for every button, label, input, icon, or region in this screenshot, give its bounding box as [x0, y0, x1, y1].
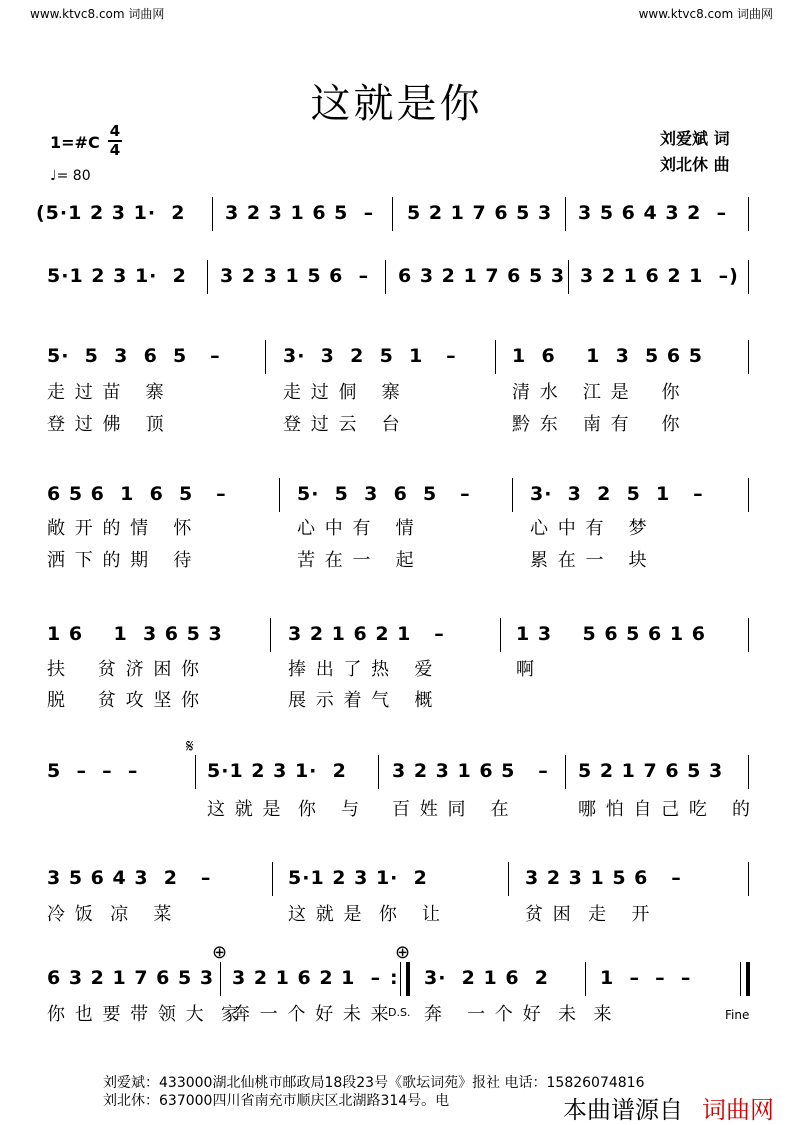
final-barline [746, 962, 750, 996]
barline [565, 755, 566, 789]
measure-notes: 1 – – – [600, 967, 692, 989]
measure-notes: 3 5 6 4 3 2 – [578, 202, 728, 224]
lyricist-credit: 刘爱斌 词 [660, 129, 730, 148]
barline [272, 862, 273, 896]
coda-sign: ⊕ [212, 942, 228, 963]
measure-notes: 5·1 2 3 1· 2 [47, 265, 187, 287]
barline [748, 197, 749, 231]
brand-logo: 词曲网 [702, 1096, 774, 1124]
measure-notes: 3· 3 2 5 1 – [530, 483, 704, 505]
lyric-line: 冷 饭 凉 菜 [47, 904, 174, 925]
lyric-line: 清 水 江 是 你 [512, 382, 682, 403]
barline [565, 197, 566, 231]
lyric-line: 心 中 有 梦 [530, 518, 649, 539]
barline [495, 340, 496, 374]
barline [508, 862, 509, 896]
lyric-line: 苦 在 一 起 [297, 550, 416, 571]
measure-notes: 5· 5 3 6 5 – [47, 345, 221, 367]
lyric-line: 登 过 云 台 [283, 414, 402, 435]
footer-line-1: 刘爱斌：433000湖北仙桃市邮政局18段23号《歌坛词苑》报社 电话：15826074816 [103, 1075, 645, 1091]
barline [220, 962, 221, 996]
measure-notes: 3· 2 1 6 2 [424, 967, 550, 989]
lyric-line: 脱 贫 攻 坚 你 [47, 690, 202, 711]
lyric-line: 黔 东 南 有 你 [512, 414, 682, 435]
lyric-line: 奔 一 个 好 未 来 [232, 1004, 391, 1025]
measure-notes: 5 2 1 7 6 5 3 [578, 760, 724, 782]
barline [512, 478, 513, 512]
barline [279, 478, 280, 512]
staff-row-6 [0, 755, 793, 795]
barline [265, 340, 266, 374]
measure-notes: 3 2 3 1 6 5 – [392, 760, 549, 782]
barline [385, 260, 386, 294]
lyric-line: 心 中 有 情 [297, 518, 416, 539]
repeat-dots: : [390, 967, 399, 989]
lyric-line: 登 过 佛 顶 [47, 414, 166, 435]
measure-notes: 5·1 2 3 1· 2 [288, 867, 428, 889]
lyric-line: 展 示 着 气 概 [288, 690, 435, 711]
measure-notes: 3 2 3 1 5 6 – [220, 265, 370, 287]
staff-row-5 [0, 618, 793, 658]
barline [748, 755, 749, 789]
lyric-line: 啊 [516, 659, 536, 680]
lyric-line: 扶 贫 济 困 你 [47, 659, 202, 680]
barline [392, 197, 393, 231]
barline [748, 862, 749, 896]
barline [212, 197, 213, 231]
lyric-line: 这 就 是 你 与 [207, 799, 362, 820]
staff-row-7 [0, 862, 793, 902]
measure-notes: 3 2 3 1 5 6 – [525, 867, 682, 889]
barline [585, 962, 586, 996]
measure-notes: 3 2 1 6 2 1 –) [580, 265, 739, 287]
time-sig-top: 4 [109, 122, 121, 140]
barline [400, 962, 401, 996]
measure-notes: 6 3 2 1 7 6 5 3 [398, 265, 566, 287]
measure-notes: 1 6 1 3 5 6 5 [512, 345, 703, 367]
measure-notes: 5· 5 3 6 5 – [297, 483, 471, 505]
barline [195, 755, 196, 789]
lyric-line: 这 就 是 你 让 [288, 904, 443, 925]
lyric-line: 贫 困 走 开 [525, 904, 652, 925]
measure-notes: 1 3 5 6 5 6 1 6 [516, 623, 706, 645]
ds-marking: D.S. [388, 1006, 411, 1019]
lyric-line: 敞 开 的 情 怀 [47, 518, 194, 539]
measure-notes: 5 2 1 7 6 5 3 [407, 202, 553, 224]
repeat-barline [406, 962, 410, 996]
time-sig-bottom: 4 [109, 141, 121, 159]
barline [748, 340, 749, 374]
lyric-line: 哪 怕 自 己 吃 的 [578, 799, 753, 820]
measure-notes: 3 2 3 1 6 5 – [225, 202, 375, 224]
barline [207, 260, 208, 294]
footer-line-2: 刘北休：637000四川省南充市顺庆区北湖路314号。电 [103, 1093, 450, 1109]
barline [748, 478, 749, 512]
staff-row-4 [0, 478, 793, 518]
barline [378, 755, 379, 789]
composer-credit: 刘北休 曲 [660, 155, 730, 174]
coda-sign: ⊕ [395, 942, 411, 963]
measure-notes: 1 6 1 3 6 5 3 [47, 623, 223, 645]
watermark-left: www.ktvc8.com 词曲网 [30, 7, 165, 21]
measure-notes: (5·1 2 3 1· 2 [36, 202, 186, 224]
barline [740, 962, 741, 996]
lyric-line: 洒 下 的 期 待 [47, 550, 194, 571]
measure-notes: 6 3 2 1 7 6 5 3 [47, 967, 215, 989]
measure-notes: 6 5 6 1 6 5 – [47, 483, 227, 505]
staff-row-8 [0, 962, 793, 1002]
song-title: 这就是你 [310, 81, 483, 127]
lyric-line: 百 姓 同 在 [392, 799, 511, 820]
fine-marking: Fine [725, 1008, 750, 1022]
barline [748, 618, 749, 652]
lyric-line: 你 也 要 带 领 大 家 [47, 1004, 242, 1025]
key-signature: 1=#C [50, 133, 100, 152]
measure-notes: 3 2 1 6 2 1 – [288, 623, 445, 645]
barline [500, 618, 501, 652]
measure-notes: 5·1 2 3 1· 2 [207, 760, 347, 782]
measure-notes: 3· 3 2 5 1 – [283, 345, 457, 367]
segno-sign: 𝄋 [186, 736, 194, 757]
measure-notes: 3 5 6 4 3 2 – [47, 867, 212, 889]
tempo-marking: ♩= 80 [50, 168, 91, 184]
barline [568, 260, 569, 294]
barline [270, 618, 271, 652]
watermark-right: www.ktvc8.com 词曲网 [638, 7, 773, 21]
barline [748, 260, 749, 294]
lyric-line: 奔 一 个 好 未 来 [424, 1004, 614, 1025]
staff-row-1 [0, 197, 793, 237]
lyric-line: 走 过 侗 寨 [283, 382, 402, 403]
lyric-line: 捧 出 了 热 爱 [288, 659, 435, 680]
staff-row-2 [0, 260, 793, 300]
staff-row-3 [0, 340, 793, 380]
lyric-line: 累 在 一 块 [530, 550, 649, 571]
measure-notes: 5 – – – [47, 760, 139, 782]
lyric-line: 走 过 苗 寨 [47, 382, 166, 403]
time-signature [108, 124, 122, 158]
brand-source: 本曲谱源自 [563, 1096, 683, 1124]
measure-notes: 3 2 1 6 2 1 – [232, 967, 382, 989]
